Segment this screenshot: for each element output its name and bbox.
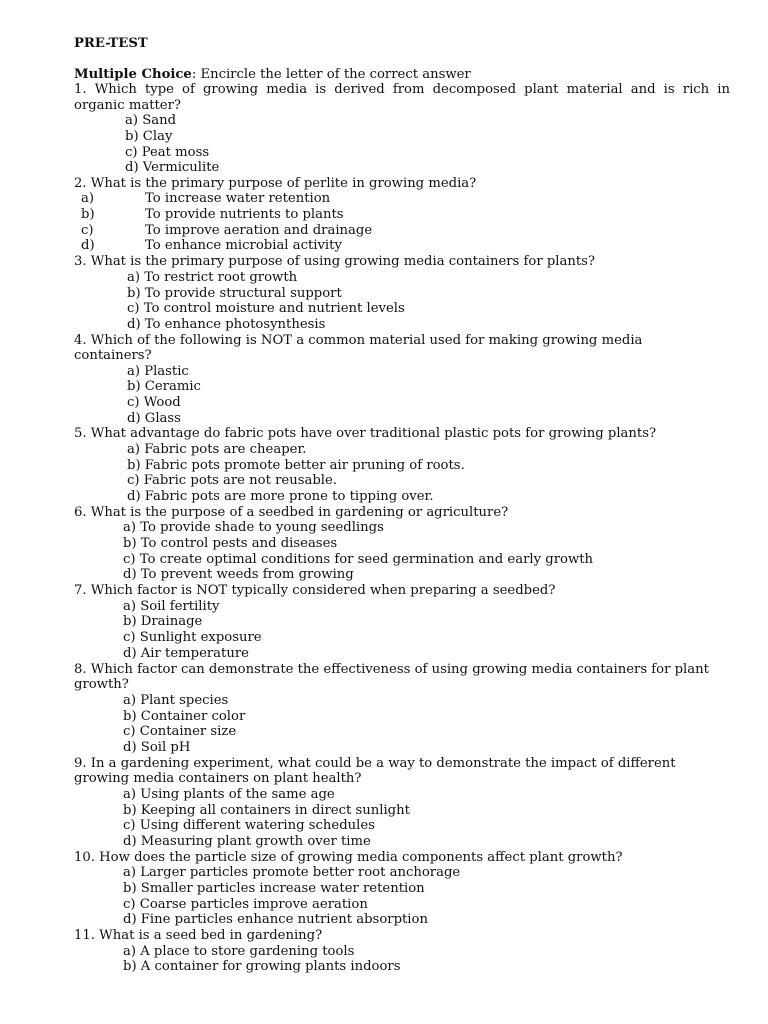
question-3-choice-d: d) To enhance photosynthesis <box>127 317 326 332</box>
instructions-text: : Encircle the letter of the correct answer <box>191 67 471 82</box>
question-10-stem: 10. How does the particle size of growing media components affect plant growth? <box>74 850 623 865</box>
question-1-stem-cont: organic matter? <box>74 98 181 113</box>
question-1-stem: 1. Which type of growing media is derived from decomposed plant material and is rich in <box>74 82 730 97</box>
page-title: PRE-TEST <box>74 36 148 51</box>
question-2-choice-c-letter: c) <box>81 223 94 238</box>
question-6-choice-d: d) To prevent weeds from growing <box>123 567 354 582</box>
question-6-choice-c: c) To create optimal conditions for seed germination and early growth <box>123 552 594 567</box>
question-8-stem: 8. Which factor can demonstrate the effectiveness of using growing media containers for plant <box>74 662 709 677</box>
question-5-choice-a: a) Fabric pots are cheaper. <box>127 442 307 457</box>
question-7-stem: 7. Which factor is NOT typically considered when preparing a seedbed? <box>74 583 556 598</box>
question-5-choice-b: b) Fabric pots promote better air pruning of roots. <box>127 458 465 473</box>
question-2-choice-d-letter: d) <box>81 238 95 253</box>
question-8-choice-b: b) Container color <box>123 709 246 724</box>
question-2-choice-d-text: To enhance microbial activity <box>145 238 342 253</box>
question-9-stem-cont: growing media containers on plant health? <box>74 771 362 786</box>
question-4-choice-a: a) Plastic <box>127 364 189 379</box>
question-10-choice-d: d) Fine particles enhance nutrient absorption <box>123 912 428 927</box>
question-11-choice-a: a) A place to store gardening tools <box>123 944 355 959</box>
question-2-choice-d <box>81 238 342 254</box>
question-7-choice-b: b) Drainage <box>123 614 203 629</box>
question-5-choice-d: d) Fabric pots are more prone to tipping over. <box>127 489 434 504</box>
question-4-stem-cont: containers? <box>74 348 152 363</box>
question-10-choice-b: b) Smaller particles increase water retention <box>123 881 425 896</box>
question-8-choice-d: d) Soil pH <box>123 740 191 755</box>
question-2-choice-c <box>81 223 372 239</box>
question-10-choice-c: c) Coarse particles improve aeration <box>123 897 368 912</box>
question-9-stem: 9. In a gardening experiment, what could be a way to demonstrate the impact of different <box>74 756 676 771</box>
instructions-label: Multiple Choice <box>74 67 192 82</box>
question-7-choice-c: c) Sunlight exposure <box>123 630 262 645</box>
question-2-choice-c-text: To improve aeration and drainage <box>145 223 373 238</box>
instructions <box>74 67 471 83</box>
question-9-choice-b: b) Keeping all containers in direct sunlight <box>123 803 410 818</box>
question-4-choice-d: d) Glass <box>127 411 181 426</box>
question-1-choice-d: d) Vermiculite <box>125 160 220 175</box>
question-3-stem: 3. What is the primary purpose of using growing media containers for plants? <box>74 254 595 269</box>
question-4-choice-c: c) Wood <box>127 395 181 410</box>
question-3-choice-b: b) To provide structural support <box>127 286 342 301</box>
question-6-choice-b: b) To control pests and diseases <box>123 536 338 551</box>
question-1-choice-c: c) Peat moss <box>125 145 210 160</box>
question-9-choice-c: c) Using different watering schedules <box>123 818 375 833</box>
question-9-choice-a: a) Using plants of the same age <box>123 787 335 802</box>
question-2-choice-b-text: To provide nutrients to plants <box>145 207 344 222</box>
question-8-choice-a: a) Plant species <box>123 693 229 708</box>
question-4-stem: 4. Which of the following is NOT a common material used for making growing media <box>74 333 643 348</box>
question-11-choice-b: b) A container for growing plants indoors <box>123 959 401 974</box>
question-2-choice-a-text: To increase water retention <box>145 191 331 206</box>
question-2-stem: 2. What is the primary purpose of perlite in growing media? <box>74 176 477 191</box>
question-2-choice-a-letter: a) <box>81 191 95 206</box>
question-7-choice-d: d) Air temperature <box>123 646 249 661</box>
question-5-stem: 5. What advantage do fabric pots have over traditional plastic pots for growing plants? <box>74 426 657 441</box>
question-1-choice-b: b) Clay <box>125 129 173 144</box>
question-3-choice-a: a) To restrict root growth <box>127 270 298 285</box>
question-2-choice-b-letter: b) <box>81 207 95 222</box>
question-11-stem: 11. What is a seed bed in gardening? <box>74 928 323 943</box>
question-6-choice-a: a) To provide shade to young seedlings <box>123 520 384 535</box>
question-7-choice-a: a) Soil fertility <box>123 599 220 614</box>
question-9-choice-d: d) Measuring plant growth over time <box>123 834 371 849</box>
question-3-choice-c: c) To control moisture and nutrient levels <box>127 301 405 316</box>
question-5-choice-c: c) Fabric pots are not reusable. <box>127 473 337 488</box>
question-4-choice-b: b) Ceramic <box>127 379 201 394</box>
question-6-stem: 6. What is the purpose of a seedbed in gardening or agriculture? <box>74 505 509 520</box>
question-8-choice-c: c) Container size <box>123 724 237 739</box>
question-10-choice-a: a) Larger particles promote better root anchorage <box>123 865 461 880</box>
question-8-stem-cont: growth? <box>74 677 129 692</box>
question-2-choice-a <box>81 191 330 207</box>
question-1-choice-a: a) Sand <box>125 113 177 128</box>
question-2-choice-b <box>81 207 344 223</box>
